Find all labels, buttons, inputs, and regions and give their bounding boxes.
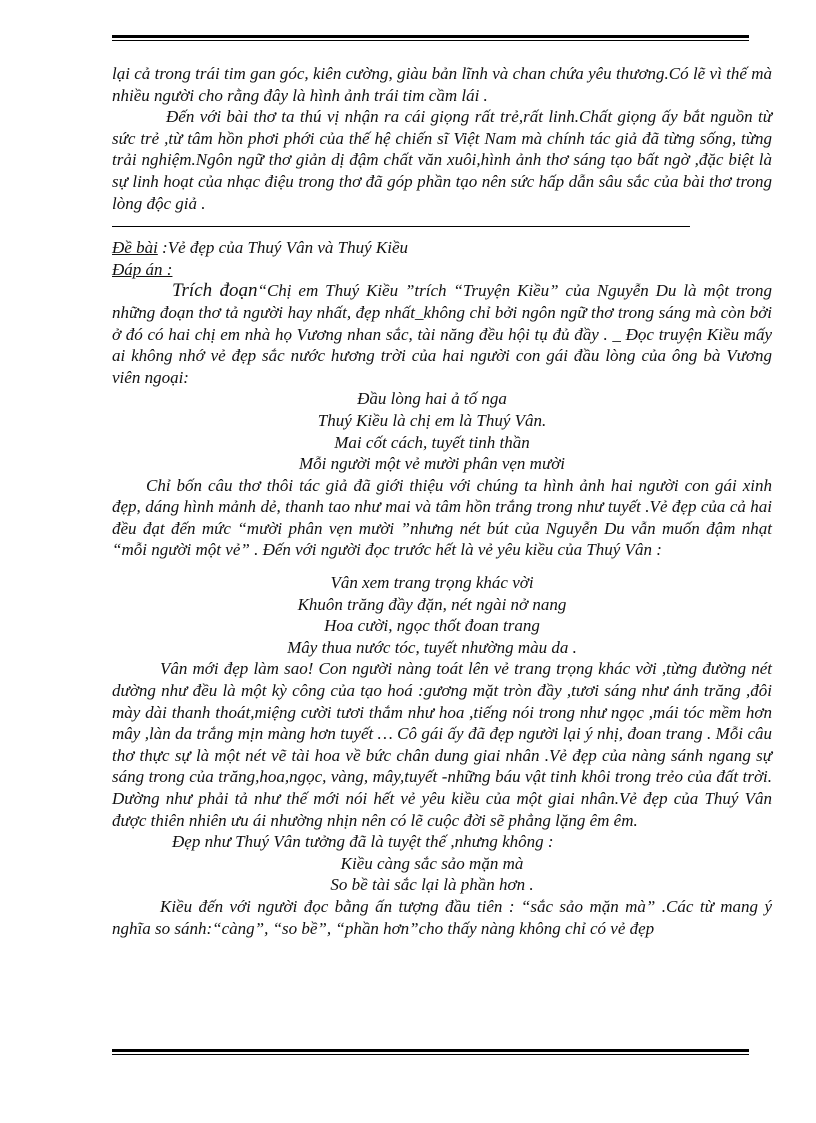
answer-heading xyxy=(112,259,772,281)
paragraph-3-text: “Chị em Thuý Kiều ”trích “Truyện Kiều” của Nguyễn Du là một trong những đoạn thơ tả người hay nhất, đẹp nhất_không chỉ bởi ngôn ngữ thơ trong sáng mà còn bởi ở đó có hai chị em nhà họ Vương nhan sắc, tài năng đều hội tụ đủ đầy . _ Đọc truyện Kiều mấy ai không nhớ vẻ đẹp sắc nước hương trời của hai người con gái đầu lòng của ông bà Vương viên ngoại: xyxy=(112,281,773,387)
poem-excerpt-2 xyxy=(92,572,772,658)
verse-line: Đầu lòng hai ả tố nga xyxy=(357,389,507,409)
paragraph-4: Chỉ bốn câu thơ thôi tác giả đã giới thiệu với chúng ta hình ảnh hai người con gái xinh đẹp, dáng hình mảnh dẻ, thanh tao như mai và tâm hồn trắng trong như tuyết .Vẻ đẹp của cả hai đều đạt đến mức “mười phân vẹn mười ”nhưng nét bút của Nguyễn Du vẫn muốn đậm nhạt “mỗi người một vẻ” . Đến với người đọc trước hết là vẻ yêu kiều của Thuý Vân : xyxy=(112,475,772,560)
assignment-title xyxy=(112,237,772,259)
paragraph-7: Kiều đến với người đọc bằng ấn tượng đầu tiên : “sắc sảo mặn mà” .Các từ mang ý nghĩa so sánh:“càng”, “so bề”, “phần hơn”cho thấy nàng không chỉ có vẻ đẹp xyxy=(112,896,772,938)
paragraph-5: Vân mới đẹp làm sao! Con người nàng toát lên vẻ trang trọng khác vời ,từng đường nét dường như đều là một kỳ công của tạo hoá :gương mặt tròn đầy ,tươi sáng như ánh trăng ,đôi mày dài thanh thoát,miệng cười tươi thắm như hoa ,tiếng nói trong như ngọc ,mái tóc mềm hơn mây ,làn da trắng mịn màng hơn tuyết … Cô gái ấy đã đẹp người lại ý nhị, đoan trang . Mỗi câu thơ thực sự là một nét vẽ tài hoa về bức chân dung giai nhân .Vẻ đẹp của nàng sánh ngang sự sáng trong của trăng,hoa,ngọc, vàng, mây,tuyết -những báu vật tinh khôi trong trẻo của đất trời. Dường như phải tả như thế mới nói hết vẻ yêu kiều của một giai nhân.Vẻ đẹp của Thuý Vân được thiên nhiên ưu ái nhường nhịn nên có lẽ cuộc đời sẽ phẳng lặng êm êm. xyxy=(112,659,772,830)
document-body xyxy=(112,63,772,939)
verse-line: Thuý Kiều là chị em là Thuý Vân. xyxy=(317,410,547,430)
poem-excerpt-1 xyxy=(92,388,772,474)
verse-line: Mai cốt cách, tuyết tinh thần xyxy=(334,432,530,452)
verse-line: Khuôn trăng đầy đặn, nét ngài nở nang xyxy=(297,594,567,614)
de-bai-text: :Vẻ đẹp của Thuý Vân và Thuý Kiều xyxy=(157,238,409,258)
footer-rule xyxy=(112,1049,749,1055)
poem-excerpt-3 xyxy=(92,853,772,896)
header-rule xyxy=(112,35,749,41)
verse-line: Vân xem trang trọng khác vời xyxy=(330,573,534,593)
section-separator xyxy=(112,226,690,227)
verse-line: Kiều càng sắc sảo mặn mà xyxy=(340,853,524,873)
verse-line: Mây thua nước tóc, tuyết nhường màu da . xyxy=(287,637,577,657)
verse-line: Hoa cười, ngọc thốt đoan trang xyxy=(324,616,540,636)
paragraph-1: lại cả trong trái tim gan góc, kiên cường, giàu bản lĩnh và chan chứa yêu thương.Có lẽ vì thế mà nhiều người cho rằng đây là hình ảnh trái tim cầm lái . xyxy=(112,64,772,105)
verse-line: So bề tài sắc lại là phần hơn . xyxy=(330,875,534,895)
verse-line: Mỗi người một vẻ mười phân vẹn mười xyxy=(298,454,566,474)
paragraph-2: Đến với bài thơ ta thú vị nhận ra cái giọng rất trẻ,rất linh.Chất giọng ấy bắt nguồn từ sức trẻ ,từ tâm hồn phơi phới của thế hệ chiến sĩ Việt Nam mà chính tác giả đã từng sống, từng trải nghiệm.Ngôn ngữ thơ giản dị đậm chất văn xuôi,hình ảnh thơ sáng tạo bất ngờ ,đặc biệt là sự linh hoạt của nhạc điệu trong thơ đã góp phần tạo nên sức hấp dẫn sâu sắc của bài thơ trong lòng độc giả . xyxy=(112,107,772,213)
paragraph-3 xyxy=(112,280,772,388)
paragraph-6: Đẹp như Thuý Vân tưởng đã là tuyệt thế ,nhưng không : xyxy=(172,832,554,852)
dap-an-label: Đáp án : xyxy=(112,259,173,279)
de-bai-label: Đề bài xyxy=(112,238,158,258)
trich-doan-label: Trích đoạn xyxy=(172,280,258,302)
